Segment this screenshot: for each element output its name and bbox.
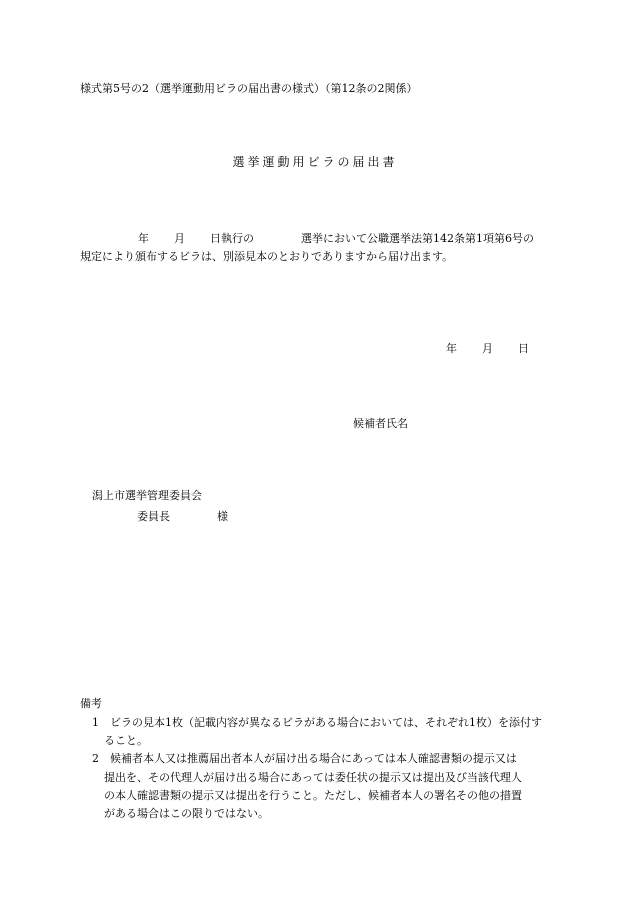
remark-line: ビラの見本1枚（記載内容が異なるビラがある場合においては、それぞれ1枚）を添付す	[110, 716, 542, 729]
remark-line: 候補者本人又は推薦届出者本人が届け出る場合にあっては本人確認書類の提示又は	[110, 752, 517, 765]
remark-line: 提出を、その代理人が届け出る場合にあっては委任状の提示又は提出及び当該代理人	[104, 771, 522, 784]
remarks-heading: 備考	[80, 697, 102, 710]
document-title: 選挙運動用ビラの届出書	[232, 155, 398, 169]
addressee-organization: 潟上市選挙管理委員会	[92, 489, 202, 502]
addressee-title	[137, 510, 228, 524]
body-year-label: 年	[138, 232, 149, 245]
submit-date	[446, 342, 529, 356]
body-day-label: 日執行の	[210, 232, 254, 245]
body-line-1	[80, 232, 534, 246]
submit-year-label: 年	[446, 342, 457, 355]
addressee-honorific: 様	[217, 510, 228, 523]
form-number: 様式第5号の2（選挙運動用ビラの届出書の様式）（第12条の2関係）	[80, 82, 418, 95]
remark-line: ること。	[104, 734, 148, 747]
remark-number: 2	[92, 752, 99, 765]
body-month-label: 月	[174, 232, 185, 245]
body-line-2: 規定により頒布するビラは、別添見本のとおりでありますから届け出ます。	[80, 250, 454, 263]
remark-number: 1	[92, 716, 99, 729]
submit-day-label: 日	[518, 342, 529, 355]
remark-line: がある場合はこの限りではない。	[104, 807, 269, 820]
addressee-role: 委員長	[137, 510, 170, 523]
candidate-name-label: 候補者氏名	[353, 417, 408, 430]
submit-month-label: 月	[482, 342, 493, 355]
body-election-phrase: 選挙において公職選挙法第142条第1項第6号の	[301, 232, 534, 245]
remark-line: の本人確認書類の提示又は提出を行うこと。ただし、候補者本人の署名その他の措置	[104, 789, 522, 802]
